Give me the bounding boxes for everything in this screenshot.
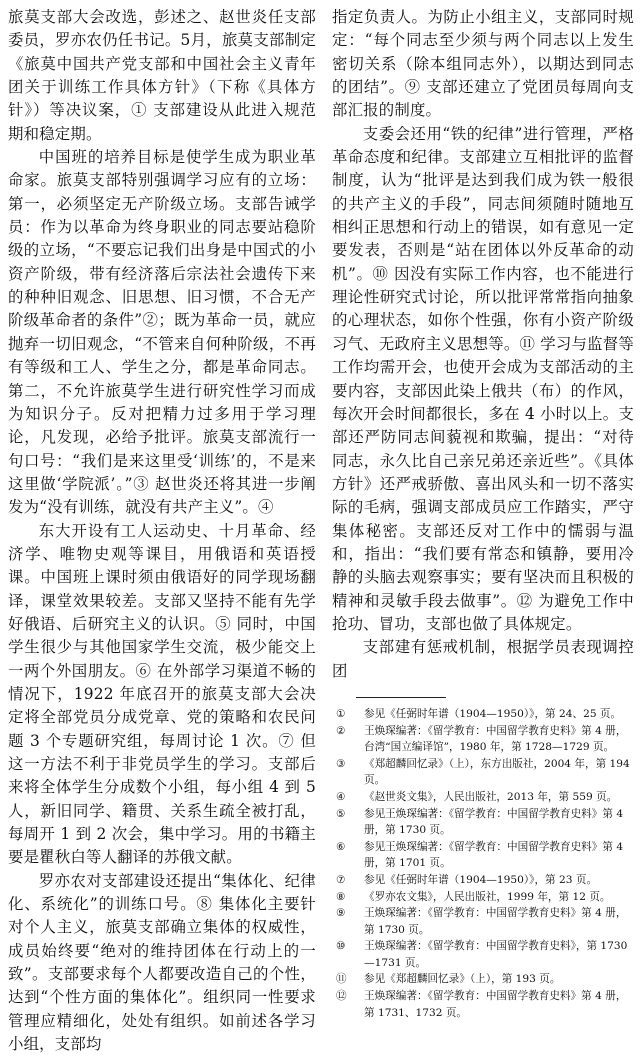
footnote-divider (356, 697, 446, 698)
footnote-item (332, 905, 634, 938)
footnote-number: ⑥ (336, 840, 346, 853)
footnotes (332, 706, 634, 1021)
footnote-item (332, 706, 634, 723)
footnote-text: 参见《郑超麟回忆录》（上），第 193 页。 (364, 973, 561, 986)
footnote-number: ① (336, 707, 346, 720)
footnote-number: ⑨ (336, 907, 346, 920)
paragraph: 旅莫支部大会改选，彭述之、赵世炎任支部委员，罗亦农仍任书记。5月，旅莫支部制定《旅莫中国共产党支部和中国社会主义青年团关于训练工作具体方针》（下称《具体方针》）等决议案，① 支部建设从此进入规范期和稳定期。 (8, 8, 316, 143)
footnote-text: 王焕琛编著：《留学教育：中国留学教育史料》，第 1730—1731 页。 (364, 940, 628, 969)
paragraph: 支部建有惩戒机制，根据学员表现调控团 (332, 638, 634, 680)
footnote-number: ⑧ (336, 890, 346, 903)
footnote-item (332, 789, 634, 806)
footnote-text: 参见《任弼时年谱（1904—1950）》，第 23 页。 (364, 873, 598, 886)
paragraph: 中国班的培养目标是使学生成为职业革命家。旅莫支部特别强调学习应有的立场：第一，必须坚定无产阶级立场。支部告诫学员：作为以革命为终身职业的同志要站稳阶级的立场，“不要忘记我们出身是中国式的小资产阶级，带有经济落后宗法社会遗传下来的种种旧观念、旧思想、旧习惯，不合无产阶级革命者的条件”②；既为革命一员，就应抛弃一切旧观念，“不管来自何种阶级，不再有等级和工人、学生之分，都是革命同志。第二，不允许旅莫学生进行研究性学习而成为知识分子。反对把精力过多用于学习理论，凡发现，必给予批评。旅莫支部流行一句口号：“我们是来这里受‘训练’的，不是来这里做‘学院派’。”③ 赵世炎还将其进一步阐发为“没有训练，就没有共产主义”。④ (8, 148, 316, 517)
footnote-text: 《罗亦农文集》，人民出版社，1999 年，第 12 页。 (364, 890, 611, 903)
footnote-item (332, 839, 634, 872)
footnote-number: ⑫ (336, 990, 347, 1003)
paragraph: 支委会还用“铁的纪律”进行管理，严格革命态度和纪律。支部建立互相批评的监督制度，认为“批评是达到我们成为铁一般很的共产主义的手段”，同志间须随时随地互相纠正思想和行动上的错误，如有意见一定要发表，否则是“站在团体以外反革命的动机”。⑩ 因没有实际工作内容，也不能进行理论性研究式讨论，所以批评常常指向抽象的心理状态，如你个性强，你有小资产阶级习气、无政府主义思想等。⑪ 学习与监督等工作均需开会，也使开会成为支部活动的主要内容，支部因此染上俄共（布）的作风，每次开会时间都很长，多在 4 小时以上。支部还严防同志间藐视和欺骗，提出：“对待同志，永久比自己亲兄弟还亲近些”。《具体方针》还严戒骄傲、喜出风头和一切不落实际的毛病，强调支部成员应工作踏实，严守集体秘密。支部还反对工作中的懦弱与温和，指出：“我们要有常态和镇静，要用冷静的头脑去观察事实；要有坚决而且积极的精神和灵敏手段去做事”。⑫ 为避免工作中抢功、冒功，支部也做了具体规定。 (332, 124, 634, 633)
paragraph: 指定负责人。为防止小组主义，支部同时规定：“每个同志至少须与两个同志以上发生密切关系（除本组同志外），以期达到同志的团结”。⑨ 支部还建立了党团员每周向支部汇报的制度。 (332, 8, 634, 120)
footnote-number: ⑩ (336, 940, 346, 953)
footnote-text: 王焕琛编著：《留学教育：中国留学教育史料》第 4 册，第 1731、1732 页。 (364, 990, 627, 1019)
footnote-number: ⑦ (336, 873, 346, 886)
footnote-item (332, 756, 634, 789)
footnote-text: 参见《任弼时年谱（1904—1950）》，第 24、25 页。 (364, 707, 622, 720)
footnote-item (332, 872, 634, 889)
footnote-text: 参见王焕琛编著：《留学教育：中国留学教育史料》第 4 册，第 1701 页。 (364, 840, 624, 870)
footnote-item (332, 938, 634, 971)
footnote-number: ③ (336, 757, 346, 770)
footnote-number: ② (336, 724, 346, 737)
footnote-item (332, 723, 634, 756)
footnote-text: 王焕琛编著：《留学教育：中国留学教育史料》第 4 册，第 1730 页。 (364, 907, 627, 936)
footnote-text: 《郑超麟回忆录》（上），东方出版社，2004 年，第 194 页。 (364, 757, 630, 787)
footnote-item (332, 971, 634, 988)
left-column (8, 6, 316, 1056)
right-column (332, 6, 634, 1021)
footnote-number: ⑤ (336, 807, 346, 820)
paragraph: 东大开设有工人运动史、十月革命、经济学、唯物史观等课目，用俄语和英语授课。中国班上课时须由俄语好的同学现场翻译，课堂效果较差。支部又坚持不能有先学好俄语、后研究主义的认识。⑤ 同时，中国学生很少与其他国家学生交流，极少能交上一两个外国朋友。⑥ 在外部学习渠道不畅的情况下，1922 年底召开的旅莫支部大会决定将全部党员分成党章、党的策略和农民问题 3 个专题研究组，每周讨论 1 次。⑦ 但这一方法不利于非党员学生的学习。支部后来将全体学生分成数个小组，每小组 4 到 5 人，新旧同学、籍贯、关系生疏全被打乱，每周开 1 到 2 次会，集中学习。用的书籍主要是瞿秋白等人翻译的苏俄文献。 (8, 521, 316, 867)
footnote-item (332, 988, 634, 1021)
footnote-text: 王焕琛编著：《留学教育：中国留学教育史料》第 4 册，台湾“国立编译馆”，1980 年，第 1728—1729 页。 (364, 724, 627, 754)
footnote-number: ④ (336, 790, 346, 803)
footnote-text: 参见王焕琛编著：《留学教育：中国留学教育史料》第 4 册，第 1730 页。 (364, 807, 624, 837)
footnote-item (332, 889, 634, 906)
footnote-item (332, 806, 634, 839)
footnote-number: ⑪ (336, 973, 347, 986)
footnote-text: 《赵世炎文集》，人民出版社，2013 年，第 559 页。 (364, 790, 618, 803)
paragraph: 罗亦农对支部建设还提出“集体化、纪律化、系统化”的训练口号。⑧ 集体化主要针对个人主义，旅莫支部确立集体的权威性，成员始终要“绝对的维持团体在行动上的一致”。支部要求每个人都要改造自己的个性，达到“个性方面的集体化”。组织同一性要求管理应精细化，处处有组织。如前述各学习小组，支部均 (8, 871, 316, 1054)
